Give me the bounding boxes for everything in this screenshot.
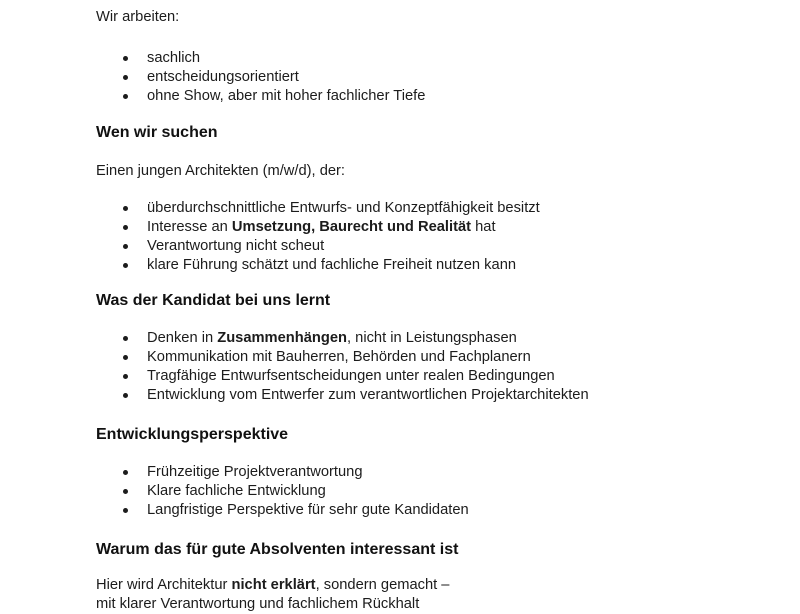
bullet-list-lerninhalte <box>96 329 740 405</box>
list-item-text: Entwicklung vom Entwerfer zum verantwortlichen Projektarchitekten <box>147 387 589 403</box>
paragraph-wir-arbeiten: Wir arbeiten: <box>96 9 180 25</box>
bullet-icon <box>123 470 128 475</box>
list-item-text: Tragfähige Entwurfsentscheidungen unter realen Bedingungen <box>147 368 555 384</box>
bullet-icon <box>123 56 128 61</box>
list-item-text: sachlich <box>147 50 201 66</box>
list-item <box>96 87 740 106</box>
bullet-icon <box>123 393 128 398</box>
list-item <box>96 463 740 482</box>
list-item <box>96 49 740 68</box>
bullet-icon <box>123 206 128 211</box>
list-item <box>96 256 740 275</box>
list-item-text: Denken in Zusammenhängen, nicht in Leistungsphasen <box>147 330 517 346</box>
heading-was-der-kandidat-lernt: Was der Kandidat bei uns lernt <box>96 292 331 309</box>
heading-entwicklungsperspektive: Entwicklungsperspektive <box>96 426 289 443</box>
list-item-text: überdurchschnittliche Entwurfs- und Konzeptfähigkeit besitzt <box>147 200 540 216</box>
bullet-icon <box>123 355 128 360</box>
list-item <box>96 367 740 386</box>
bullet-icon <box>123 336 128 341</box>
paragraph-clipped-line: mit klarer Verantwortung und fachlichem Rückhalt <box>96 596 420 612</box>
list-item <box>96 68 740 87</box>
list-item-text: Frühzeitige Projektverantwortung <box>147 464 363 480</box>
paragraph-hier-wird-architektur: Hier wird Architektur nicht erklärt, sondern gemacht – <box>96 577 450 593</box>
bullet-icon <box>123 489 128 494</box>
bullet-icon <box>123 225 128 230</box>
list-item-text: Klare fachliche Entwicklung <box>147 483 326 499</box>
list-item-text: Verantwortung nicht scheut <box>147 238 325 254</box>
list-item <box>96 482 740 501</box>
bullet-list-arbeitsweise <box>96 49 740 106</box>
list-item <box>96 501 740 520</box>
list-item <box>96 218 740 237</box>
heading-warum-interessant: Warum das für gute Absolventen interessant ist <box>96 541 459 558</box>
bullet-list-anforderungen <box>96 199 740 275</box>
list-item <box>96 386 740 405</box>
list-item-text: ohne Show, aber mit hoher fachlicher Tiefe <box>147 88 426 104</box>
bullet-icon <box>123 244 128 249</box>
bullet-icon <box>123 374 128 379</box>
bullet-icon <box>123 263 128 268</box>
paragraph-einen-jungen-architekten: Einen jungen Architekten (m/w/d), der: <box>96 163 345 179</box>
bullet-list-perspektiven <box>96 463 740 520</box>
bullet-icon <box>123 94 128 99</box>
heading-wen-wir-suchen: Wen wir suchen <box>96 124 218 141</box>
list-item <box>96 237 740 256</box>
list-item-text: klare Führung schätzt und fachliche Freiheit nutzen kann <box>147 257 517 273</box>
list-item-text: Langfristige Perspektive für sehr gute Kandidaten <box>147 502 469 518</box>
bullet-icon <box>123 75 128 80</box>
list-item-text: Kommunikation mit Bauherren, Behörden und Fachplanern <box>147 349 531 365</box>
list-item-text: entscheidungsorientiert <box>147 69 299 85</box>
list-item <box>96 348 740 367</box>
list-item <box>96 199 740 218</box>
list-item-text: Interesse an Umsetzung, Baurecht und Realität hat <box>147 219 496 235</box>
list-item <box>96 329 740 348</box>
bullet-icon <box>123 508 128 513</box>
